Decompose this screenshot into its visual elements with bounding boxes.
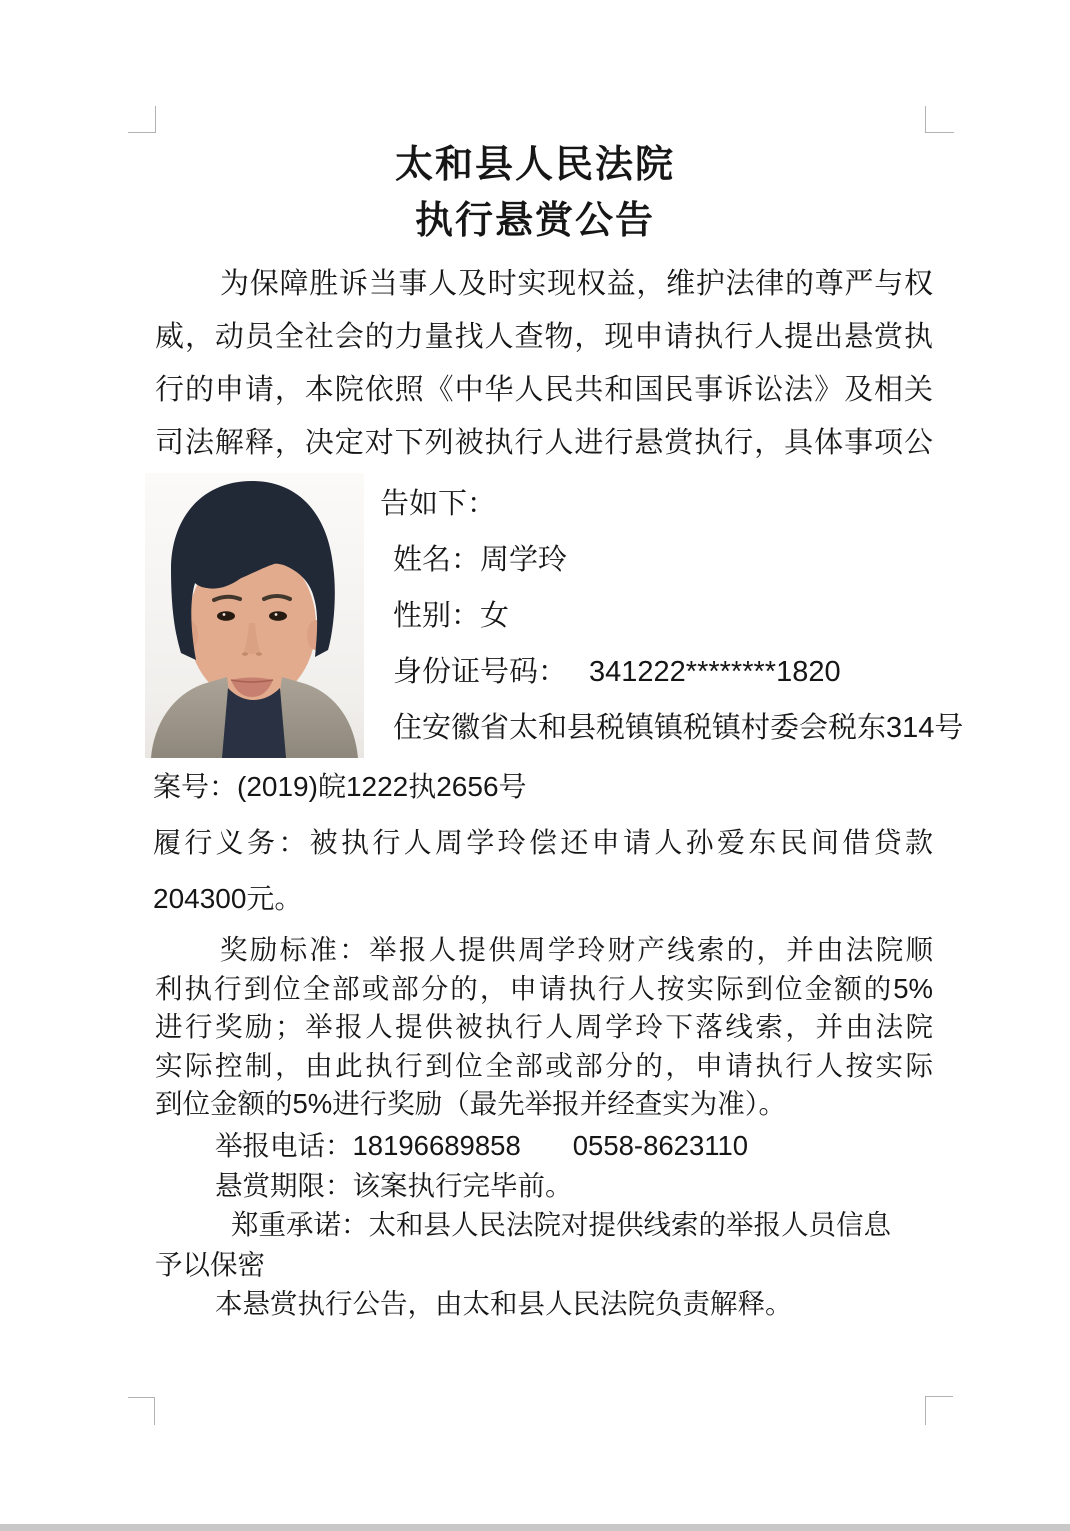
name-label: 姓名： [393,544,481,576]
intro-paragraph [155,258,933,470]
reward-line: 到位金额的5%进行奖励（最先举报并经查实为准）。 [155,1088,786,1119]
hotline-number-landline: 0558-8623110 [572,1130,749,1161]
obligation-amount-line: 204300元。 [153,883,303,914]
intro-line: 司法解释，决定对下列被执行人进行悬赏执行，具体事项公 [155,427,933,459]
id-number-row [380,644,935,700]
closing-line: 本悬赏执行公告，由太和县人民法院负责解释。 [215,1288,793,1319]
intro-line: 行的申请，本院依照《中华人民共和国民事诉讼法》及相关 [155,374,933,406]
name-value: 周学玲 [480,544,568,576]
portrait-photo-graphic [145,473,364,758]
crop-mark-top-left-icon [128,106,156,133]
contact-section [155,1126,933,1324]
address-value: 安徽省太和县税镇镇税镇村委会税东314号 [422,712,964,744]
gender-value: 女 [480,600,510,632]
promise-line: 郑重承诺：太和县人民法院对提供线索的举报人员信息 [231,1209,891,1240]
case-number-line: 案号：(2019)皖1222执2656号 [153,771,527,802]
intro-line: 为保障胜诉当事人及时实现权益，维护法律的尊严与权 [220,268,933,300]
portrait-photo [145,473,364,758]
intro-continuation: 告如下： [380,488,497,520]
obligation-line: 履行义务：被执行人周学玲偿还申请人孙爱东民间借贷款 [153,827,933,858]
address-label: 住 [393,712,423,744]
scan-edge-strip [0,1524,1070,1531]
crop-mark-top-right-icon [925,106,954,133]
intro-line: 威，动员全社会的力量找人查物，现申请执行人提出悬赏执 [155,321,933,353]
crop-mark-bottom-right-icon [925,1396,953,1425]
reward-line: 进行奖励；举报人提供被执行人周学玲下落线索，并由法院 [155,1011,933,1042]
case-section [153,759,933,927]
gender-label: 性别： [393,600,481,632]
reward-line: 利执行到位全部或部分的，申请执行人按实际到位金额的5% [155,972,933,1004]
crop-mark-bottom-left-icon [128,1397,155,1425]
hotline-label: 举报电话： [215,1130,353,1161]
hotline-number-mobile: 18196689858 [352,1130,521,1161]
title-announcement-type: 执行悬赏公告 [414,200,655,242]
reward-period-line: 悬赏期限：该案执行完毕前。 [215,1169,573,1201]
promise-line: 予以保密 [155,1248,265,1280]
reward-standard-paragraph [155,931,933,1124]
subject-info [380,476,964,756]
id-number-label: 身份证号码： [393,656,568,688]
gender-row [380,588,935,644]
reward-line: 实际控制，由此执行到位全部或部分的，申请执行人按实际 [155,1049,933,1081]
id-number-value: 341222********1820 [589,656,841,688]
name-row [380,532,935,588]
reward-line: 奖励标准：举报人提供周学玲财产线索的，并由法院顺 [220,934,933,965]
page-title [0,137,1070,249]
title-court-name: 太和县人民法院 [394,144,675,186]
hotline-row [155,1126,933,1166]
address-row [380,700,964,756]
